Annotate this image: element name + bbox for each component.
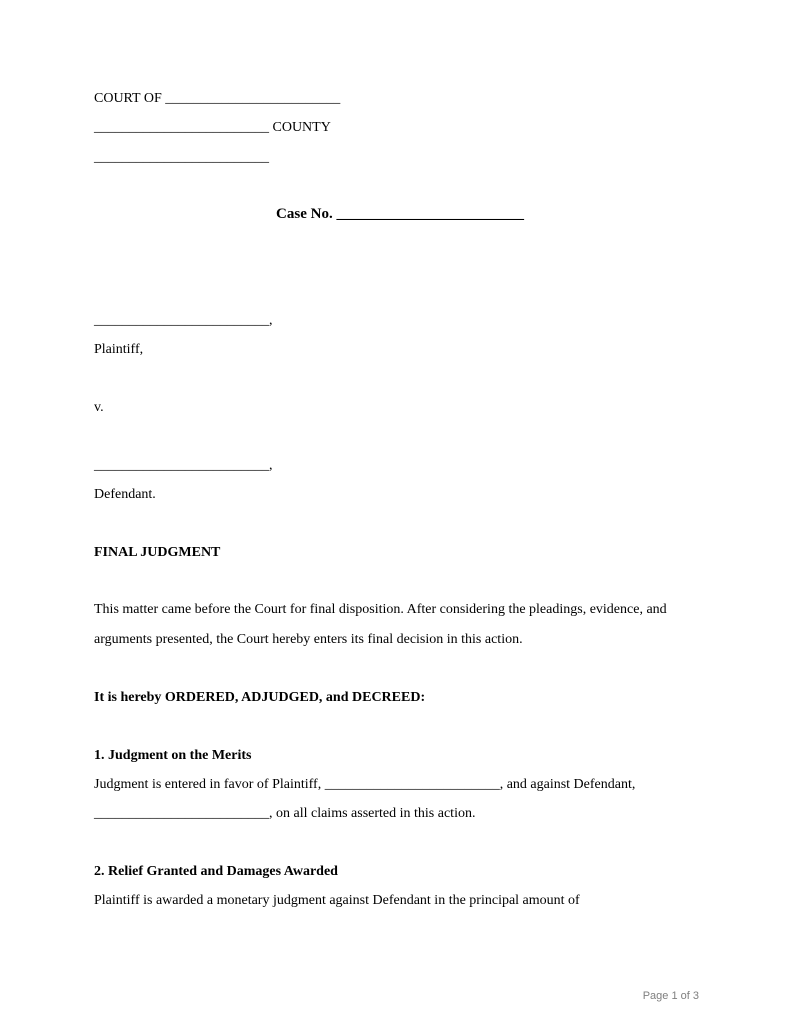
intro-line-1: This matter came before the Court for final disposition. After considering the pleadings, evidence, and [94, 602, 667, 617]
case-number: Case No. _________________________ [276, 206, 524, 222]
order-heading: It is hereby ORDERED, ADJUDGED, and DECREED: [94, 690, 426, 705]
section-1-heading: 1. Judgment on the Merits [94, 748, 252, 763]
section-1-line-1: Judgment is entered in favor of Plaintiff, _________________________, and against Defendant, [94, 777, 636, 792]
document-title: FINAL JUDGMENT [94, 545, 221, 560]
plaintiff-name-line: _________________________, [94, 313, 273, 328]
section-2-line-1: Plaintiff is awarded a monetary judgment against Defendant in the principal amount of [94, 893, 580, 908]
intro-line-2: arguments presented, the Court hereby enters its final decision in this action. [94, 632, 523, 647]
defendant-name-line: _________________________, [94, 458, 273, 473]
court-of-line: COURT OF _________________________ [94, 91, 341, 106]
plaintiff-label: Plaintiff, [94, 342, 144, 357]
county-line: _________________________ COUNTY [94, 120, 331, 135]
defendant-label: Defendant. [94, 487, 156, 502]
section-2-heading: 2. Relief Granted and Damages Awarded [94, 864, 338, 879]
page-number: Page 1 of 3 [642, 990, 699, 1002]
versus-label: v. [94, 400, 104, 415]
court-blank-line: _________________________ [94, 150, 269, 165]
section-1-line-2: _________________________, on all claims asserted in this action. [94, 806, 476, 821]
